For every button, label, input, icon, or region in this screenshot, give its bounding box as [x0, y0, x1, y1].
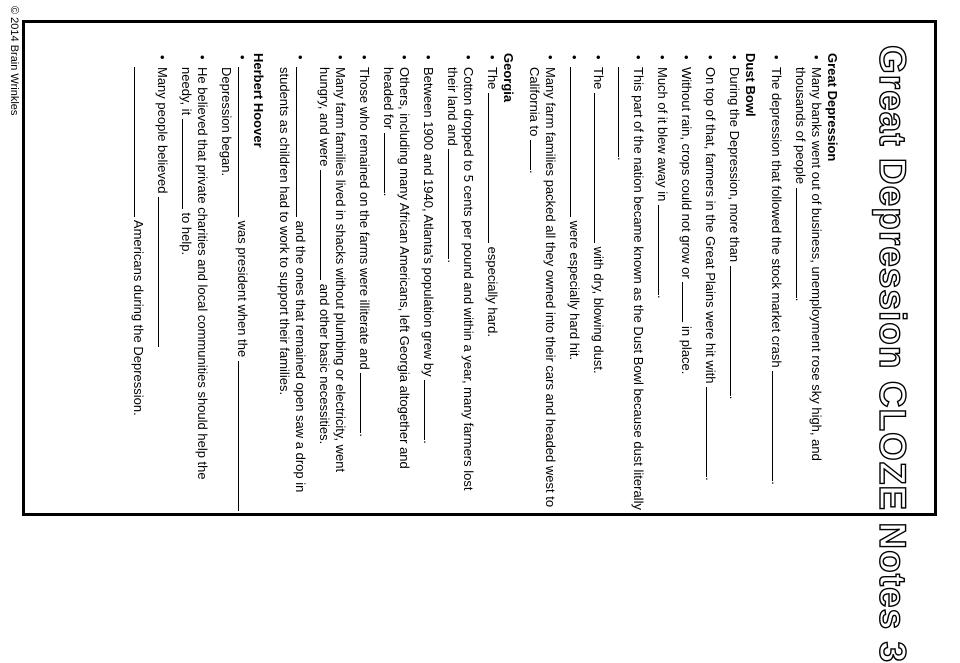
- note-text: with dry, blowing dust.: [591, 246, 606, 374]
- fill-blank[interactable]: [772, 371, 784, 481]
- fill-blank[interactable]: [594, 93, 606, 243]
- great-depression-list: [768, 53, 824, 513]
- section-heading-dust-bowl: Dust Bowl: [743, 53, 758, 117]
- list-item: • On top of that, farmers in the Great Plains were hit with .: [702, 53, 718, 513]
- fill-blank[interactable]: [682, 282, 694, 322]
- section-heading-great-depression: Great Depression: [825, 53, 840, 162]
- section-heading-georgia: Georgia: [501, 53, 516, 103]
- list-item: [316, 53, 348, 513]
- copyright-notice: © 2014 Brain Wrinkles: [8, 6, 20, 116]
- note-text: Much of it blew away in: [655, 67, 670, 202]
- list-item: [178, 53, 210, 513]
- dust-bowl-list: [526, 53, 742, 513]
- fill-blank[interactable]: [730, 266, 742, 396]
- list-item: [566, 53, 582, 513]
- page-frame: [22, 20, 937, 663]
- notes-body: [122, 53, 840, 513]
- list-item: [276, 53, 308, 513]
- list-item: [218, 53, 250, 513]
- note-text: The: [591, 67, 606, 90]
- list-item: • During the Depression, more than .: [726, 53, 742, 513]
- list-item: • Many farm families packed all they owned into their cars and headed west to California to .: [526, 53, 558, 513]
- fill-blank[interactable]: [488, 93, 500, 243]
- fill-blank[interactable]: [238, 67, 250, 217]
- note-text: During the Depression, more than: [727, 67, 742, 263]
- fill-blank[interactable]: [448, 149, 460, 259]
- note-text: The: [485, 67, 500, 90]
- fill-blank[interactable]: [134, 67, 146, 217]
- fill-blank[interactable]: [320, 170, 332, 280]
- list-item: • Between 1900 and 1940, Atlanta's population grew by .: [420, 53, 436, 513]
- page-title: Great Depression CLOZE Notes 3: [872, 45, 913, 663]
- list-item: • Others, including many African Americans, left Georgia altogether and headed for .: [380, 53, 412, 513]
- fill-blank[interactable]: [706, 387, 718, 477]
- note-text: Between 1900 and 1940, Atlanta's population grew by: [421, 67, 436, 377]
- note-text: Cotton dropped to 5 cents per pound and within a year, many farmers lost their land and: [445, 67, 476, 491]
- fill-blank[interactable]: [570, 67, 582, 217]
- note-text: He believed that private charities and local communities should help the needy, it: [179, 67, 210, 480]
- list-item: • Cotton dropped to 5 cents per pound and within a year, many farmers lost their land and .: [444, 53, 476, 513]
- note-text: Many people believed: [155, 67, 170, 194]
- fill-blank[interactable]: [182, 119, 194, 209]
- list-item: [590, 53, 606, 513]
- fill-blank[interactable]: [424, 380, 436, 440]
- note-text: was president when the: [235, 220, 250, 358]
- note-text: On top of that, farmers in the Great Plains were hit with: [703, 67, 718, 384]
- note-text: This part of the nation became known as the Dust Bowl because dust literally: [631, 67, 646, 510]
- note-text: Many farm families packed all they owned into their cars and headed west to California to: [527, 67, 558, 508]
- note-text: especially hard.: [485, 246, 500, 337]
- fill-blank[interactable]: [360, 373, 372, 433]
- fill-blank[interactable]: [158, 197, 170, 347]
- fill-blank[interactable]: [618, 67, 630, 157]
- herbert-hoover-list: [130, 53, 250, 513]
- section-heading-herbert-hoover: Herbert Hoover: [251, 53, 266, 148]
- note-text: to help.: [179, 212, 194, 256]
- note-text: Many farm families lived in shacks without plumbing or electricity, went hungry, and were: [317, 67, 348, 473]
- note-text: Many banks went out of business, unemployment rose sky high, and thousands of people: [793, 67, 824, 461]
- georgia-list: [276, 53, 500, 513]
- list-item: • The depression that followed the stock market crash .: [768, 53, 784, 513]
- note-text: Without rain, crops could not grow or: [679, 67, 694, 279]
- note-text: and other basic necessities.: [317, 283, 332, 445]
- list-item: [130, 53, 146, 513]
- list-item: [678, 53, 694, 513]
- fill-blank[interactable]: [796, 188, 808, 298]
- note-text: The depression that followed the stock market crash: [769, 67, 784, 368]
- list-item: • Those who remained on the farms were illiterate and .: [356, 53, 372, 513]
- fill-blank[interactable]: [238, 361, 250, 511]
- fill-blank[interactable]: [296, 67, 308, 217]
- list-item: [484, 53, 500, 513]
- note-text: Others, including many African Americans, left Georgia altogether and headed for: [381, 67, 412, 469]
- list-item: • This part of the nation became known as the Dust Bowl because dust literally .: [614, 53, 646, 513]
- fill-blank[interactable]: [530, 140, 542, 170]
- note-text: in place.: [679, 325, 694, 375]
- list-item: • Much of it blew away in .: [654, 53, 670, 513]
- list-item: • Many banks went out of business, unemployment rose sky high, and thousands of people .: [792, 53, 824, 513]
- fill-blank[interactable]: [658, 205, 670, 295]
- note-text: Those who remained on the farms were illiterate and: [357, 67, 372, 370]
- note-text: Depression began.: [219, 67, 234, 177]
- note-text: were especially hard hit.: [567, 220, 582, 361]
- fill-blank[interactable]: [384, 133, 396, 193]
- note-text: and the ones that remained open saw a drop in students as children had to work to support their families.: [277, 67, 308, 493]
- note-text: Americans during the Depression.: [131, 219, 146, 416]
- list-item: [154, 53, 170, 513]
